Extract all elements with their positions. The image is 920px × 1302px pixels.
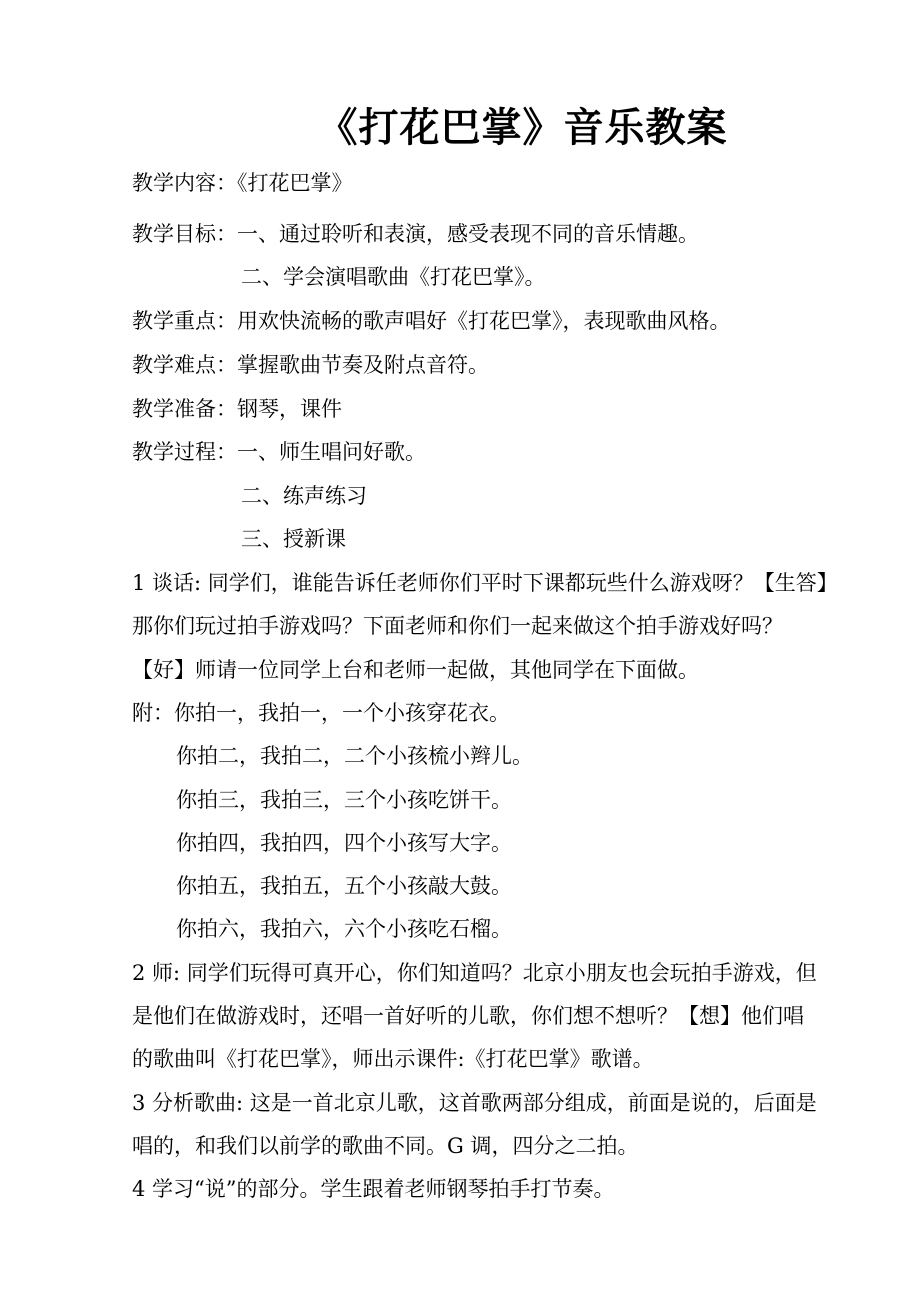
- rhyme-line-2: 你拍二，我拍二，二个小孩梳小辫儿。: [176, 744, 533, 768]
- line-preparation: 教学准备：钢琴，课件: [132, 397, 342, 421]
- line-difficulty: 教学难点：掌握歌曲节奏及附点音符。: [132, 353, 489, 377]
- line-process-2: 二、练声练习: [241, 484, 367, 508]
- paragraph-2-line-3: 的歌曲叫《打花巴掌》，师出示课件:《打花巴掌》歌谱。: [132, 1047, 654, 1071]
- paragraph-1-line-2: 那你们玩过拍手游戏吗？下面老师和你们一起来做这个拍手游戏好吗？: [132, 614, 783, 638]
- document-title: 《打花巴掌》音乐教案: [317, 105, 728, 151]
- rhyme-line-5: 你拍五，我拍五，五个小孩敲大鼓。: [176, 874, 512, 898]
- line-process-1: 教学过程：一、师生唱问好歌。: [132, 440, 426, 464]
- rhyme-line-1: 附：你拍一，我拍一，一个小孩穿花衣。: [132, 701, 510, 725]
- line-content: 教学内容：《打花巴掌》: [132, 171, 353, 195]
- paragraph-1-line-1: 1 谈话: 同学们，谁能告诉任老师你们平时下课都玩些什么游戏呀？【生答】: [132, 571, 838, 595]
- paragraph-3-line-2: 唱的，和我们以前学的歌曲不同。G 调，四分之二拍。: [132, 1134, 639, 1158]
- paragraph-3-line-1: 3 分析歌曲: 这是一首北京儿歌，这首歌两部分组成，前面是说的，后面是: [132, 1091, 817, 1115]
- paragraph-2-line-1: 2 师: 同学们玩得可真开心，你们知道吗？北京小朋友也会玩拍手游戏，但: [132, 961, 817, 985]
- line-process-3: 三、授新课: [241, 527, 346, 551]
- line-objective-1: 教学目标：一、通过聆听和表演，感受表现不同的音乐情趣。: [132, 222, 699, 246]
- rhyme-line-3: 你拍三，我拍三，三个小孩吃饼干。: [176, 788, 512, 812]
- line-objective-2: 二、学会演唱歌曲《打花巴掌》。: [241, 265, 546, 289]
- rhyme-line-6: 你拍六，我拍六，六个小孩吃石榴。: [176, 917, 512, 941]
- rhyme-line-4: 你拍四，我拍四，四个小孩写大字。: [176, 831, 512, 855]
- paragraph-4-line-1: 4 学习“说”的部分。学生跟着老师钢琴拍手打节奏。: [132, 1177, 615, 1201]
- paragraph-2-line-2: 是他们在做游戏时，还唱一首好听的儿歌，你们想不想听？【想】他们唱: [132, 1004, 804, 1028]
- paragraph-1-line-3: 【好】师请一位同学上台和老师一起做，其他同学在下面做。: [132, 658, 699, 682]
- line-key-point: 教学重点：用欢快流畅的歌声唱好《打花巴掌》，表现歌曲风格。: [132, 309, 731, 333]
